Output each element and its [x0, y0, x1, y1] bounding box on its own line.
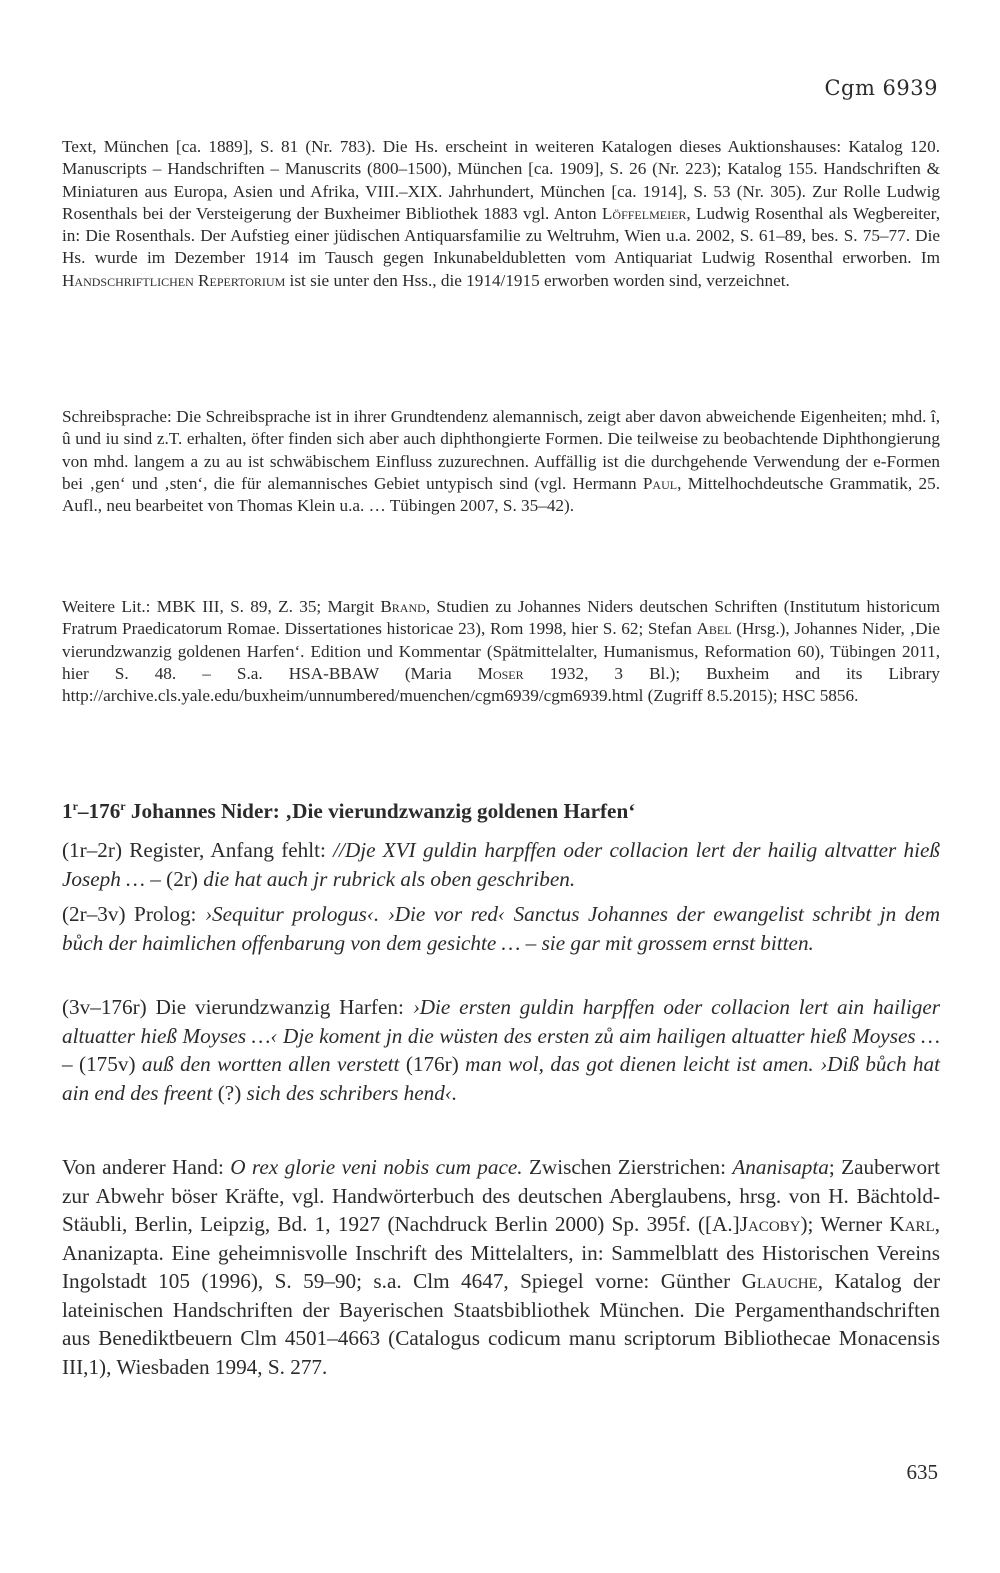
explicit-text: man wol, das got dienen leicht ist amen. ›Diß bůch hat ain end des freent — [62, 1052, 941, 1105]
folio-start: 1 — [62, 799, 73, 824]
author-name: Jacoby — [739, 1212, 801, 1236]
section-text: , Ananizapta. Eine geheimnisvolle Inschrift des Mittelalters, in: Sammelblatt des Historischen Vereins Ingolstadt 105 (1996), S. 59–90; s.a. Clm 4647, Spiegel vorne: Günther — [62, 1212, 941, 1293]
incipit-text: //Dje XVI guldin harpffen oder collacion lert der hailig altvatter hieß Joseph … – — [62, 838, 940, 891]
author-name: Brand — [380, 597, 426, 616]
author-name: Moser — [477, 663, 524, 683]
inscription-text: Ananisapta — [732, 1155, 829, 1179]
folio-range: (175v) — [79, 1052, 136, 1076]
colophon-text: sich des schribers hend‹. — [241, 1080, 458, 1105]
explicit-text: die hat auch jr rubrick als oben geschriben. — [197, 866, 576, 891]
folio-range: (176r) — [405, 1052, 459, 1076]
folio-end: 176 — [88, 799, 121, 824]
folio-recto: r — [72, 799, 78, 813]
author-name: Löffelmeier — [601, 203, 687, 223]
folio-recto: r — [120, 799, 126, 813]
other-hand-section — [62, 1153, 940, 1381]
repertorium-name: Handschriftlichen Repertorium — [62, 270, 286, 290]
provenance-text: ist sie unter den Hss., die 1914/1915 erworben worden sind, verzeichnet. — [285, 270, 790, 290]
section-label: Die vierundzwanzig Harfen: — [146, 995, 413, 1019]
section-text: Zwischen Zierstrichen: — [522, 1155, 733, 1179]
author-name: Paul — [642, 473, 678, 493]
literature-text: 1932, 3 Bl.); Buxheim and its Library http://archive.cls.yale.edu/buxheim/unnumbered/muenchen/cgm6939/cgm6939.html (Zugriff 8.5.2015); HSC 5856. — [62, 663, 940, 706]
prolog-text: ›Sequitur prologus‹. ›Die vor red‹ Sanctus Johannes der ewangelist schribt jn dem bůch der haimlichen offenbarung von dem gesichte … – sie gar mit grossem ernst bitten. — [62, 902, 940, 955]
folio-range: (2r–3v) — [62, 902, 126, 926]
inscription-text: O rex glorie veni nobis cum pace. — [230, 1155, 523, 1179]
entry-heading: 1$^r$–176$^r$ Johannes Nider: ‚Die vierundzwanzig goldenen Harfen‘ — [62, 799, 636, 824]
incipit-text: ›Die ersten guldin harpffen oder collacion lert ain hailiger altuatter hieß Moyses …‹ Dje koment jn die wüsten des ersten zů aim hailigen altuatter hieß Moyses … – — [62, 995, 941, 1076]
entry-title: Johannes Nider: ‚Die vierundzwanzig goldenen Harfen‘ — [125, 799, 636, 824]
literature-text: (Hrsg.), Johannes Nider, ‚Die vierundzwanzig goldenen Harfen‘. Edition und Kommentar (Spätmittelalter, Humanismus, Reformation 60), Tübingen 2011, hier S. 48. – S.a. HSA-BBAW (Maria — [62, 619, 940, 683]
author-name: Abel — [696, 619, 732, 639]
literature-text: Weitere Lit.: MBK III, S. 89, Z. 35; Margit — [62, 597, 374, 616]
page-number: 635 — [906, 1460, 938, 1484]
folio-range: (1r–2r) — [62, 838, 123, 862]
section-label: Register, Anfang fehlt: — [122, 838, 334, 862]
schreibsprache-text: , Mittelhochdeutsche Grammatik, 25. Aufl., neu bearbeitet von Thomas Klein u.a. … Tübingen 2007, S. 35–42). — [62, 473, 940, 516]
section-text: , Katalog der lateinischen Handschriften der Bayerischen Staatsbibliothek München. Die Pergamenthandschriften aus Benediktbeuern Clm 4501–4663 (Catalogus codicum manu scriptorum Bibliothecae Monacensis III,1), Wiesbaden 1994, S. 277. — [62, 1269, 940, 1379]
provenance-text: Text, München [ca. 1889], S. 81 (Nr. 783). Die Hs. erscheint in weiteren Katalogen dieses Auktionshauses: Katalog 120. Manuscripts – Handschriften – Manuscrits (800–1500), München [ca. 1909], S. 26 (Nr. 223); Katalog 155. Handschriften & Miniaturen aus Europa, Asien und Afrika, VIII.–XIX. Jahrhundert, München [ca. 1914], S. 53 (Nr. 305). Zur Rolle Ludwig Rosenthals bei der Versteigerung der Buxheimer Bibliothek 1883 vgl. Anton — [62, 137, 940, 223]
provenance-text: , Ludwig Rosenthal als Wegbereiter, in: Die Rosenthals. Der Aufstieg einer jüdischen Antiquarsfamilie zu Weltruhm, Wien u.a. 2002, S. 61–89, bes. S. 75–77. Die Hs. wurde im Dezember 1914 im Tausch gegen Inkunabeldubletten vom Antiquariat Ludwig Rosenthal erworben. Im — [62, 203, 940, 268]
uncertain-mark: (?) — [217, 1080, 242, 1105]
literature-paragraph — [62, 596, 940, 707]
harfen-section — [62, 993, 940, 1107]
folio-range: (3v–176r) — [62, 995, 147, 1019]
author-name: Karl — [889, 1212, 935, 1236]
running-header: Cgm 6939 — [824, 76, 938, 100]
section-label: Von anderer Hand: — [62, 1155, 231, 1179]
literature-text: , Studien zu Johannes Niders deutschen Schriften (Institutum historicum Fratrum Praedicatorum Romae. Dissertationes historicae 23), Rom 1998, hier S. 62; Stefan — [62, 597, 940, 639]
schreibsprache-paragraph — [62, 406, 940, 517]
schreibsprache-text: Schreibsprache: Die Schreibsprache ist in ihrer Grundtendenz alemannisch, zeigt aber davon abweichende Eigenheiten; mhd. î, û und iu sind z.T. erhalten, öfter finden sich aber auch diphthongierte Formen. Die teilweise zu beobachtende Diphthongierung von mhd. langem a zu au ist schwäbischem Einfluss zuzurechnen. Auffällig ist die durchgehende Verwendung der e-Formen bei ‚gen‘ und ‚sten‘, die für alemannisches Gebiet untypisch sind (vgl. Hermann — [62, 407, 940, 493]
author-name: Glauche — [741, 1269, 818, 1293]
provenance-paragraph — [62, 136, 940, 292]
section-text: ; Zauberwort zur Abwehr böser Kräfte, vgl. Handwörterbuch des deutschen Aberglaubens, hrsg. von H. Bächtold-Stäubli, Berlin, Leipzig, Bd. 1, 1927 (Nachdruck Berlin 2000) Sp. 395f. ([A.] — [62, 1155, 940, 1236]
folio-range: (2r) — [166, 866, 198, 891]
text-fragment: auß den wortten allen verstett — [135, 1052, 406, 1076]
section-label: Prolog: — [125, 902, 205, 926]
register-section — [62, 836, 940, 893]
prolog-section — [62, 900, 940, 957]
section-text: ); Werner — [800, 1212, 883, 1236]
